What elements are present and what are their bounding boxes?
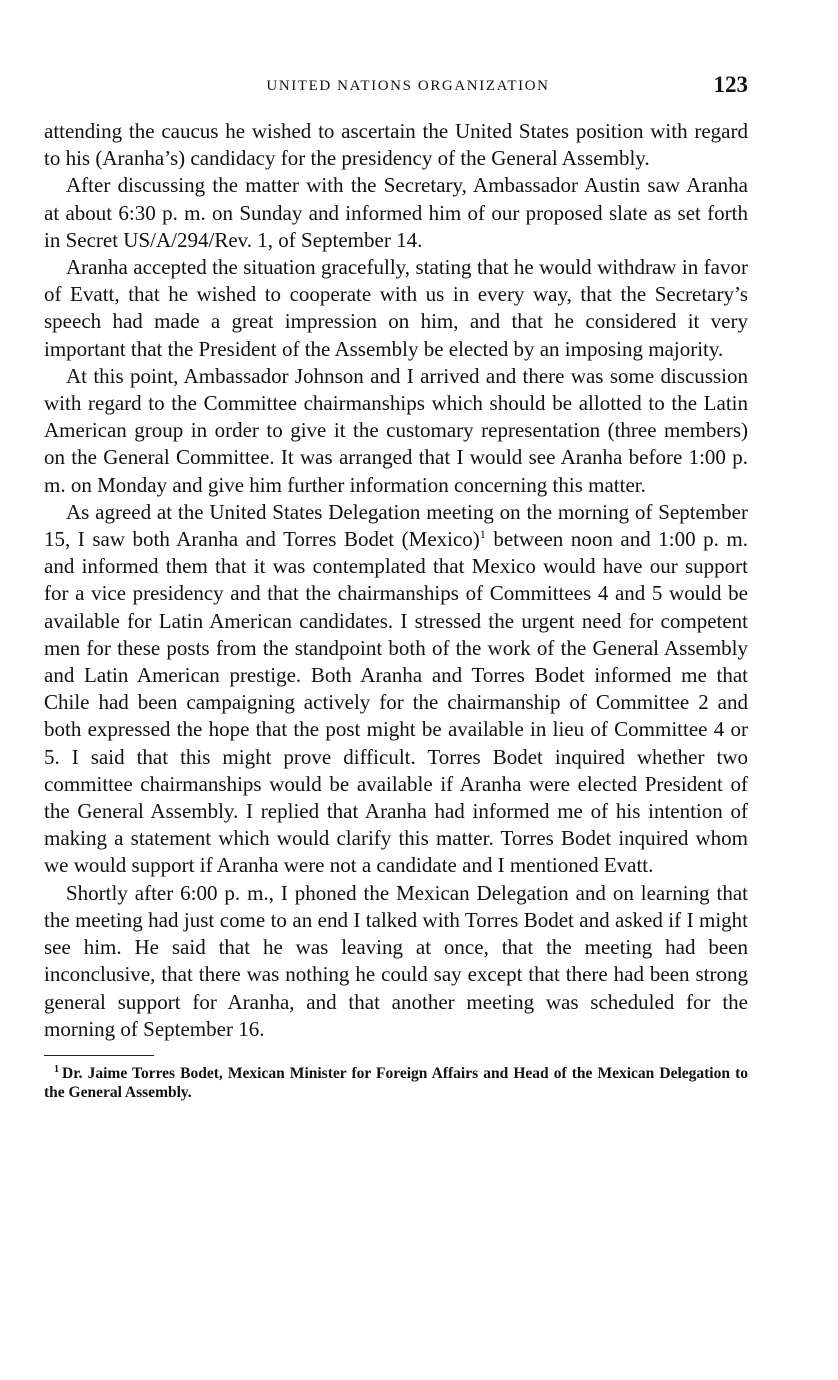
running-head <box>44 70 748 106</box>
footnote-1 <box>44 1064 748 1102</box>
footnotes <box>44 1064 748 1102</box>
page-number: 123 <box>713 72 748 97</box>
footnote-text: Dr. Jaime Torres Bodet, Mexican Minister for Foreign Affairs and Head of the Mexican Delegation to the General Assembly. <box>44 1064 748 1101</box>
document-page <box>44 70 748 1102</box>
paragraph-5-after-note: between noon and 1:00 p. m. and informed them that it was contemplated that Mexico would have our support for a vice presidency and that the chairmanships of Committees 4 and 5 would be available for Latin American candidates. I stressed the urgent need for competent men for these posts from the standpoint both of the work of the General Assembly and Latin American prestige. Both Aranha and Torres Bodet informed me that Chile had been campaigning actively for the chairmanship of Committee 2 and both expressed the hope that the post might be available in lieu of Committee 4 or 5. I said that this might prove difficult. Torres Bodet inquired whether two committee chairmanships would be available if Aranha were elected President of the General Assembly. I replied that Aranha had informed me of his intention of making a statement which would clarify this matter. Torres Bodet inquired whom we would support if Aranha were not a candidate and I mentioned Evatt. <box>44 527 748 878</box>
footnote-rule <box>44 1055 154 1056</box>
paragraph-2: After discussing the matter with the Secretary, Ambassador Austin saw Aranha at about 6:30 p. m. on Sunday and informed him of our proposed slate as set forth in Secret US/A/294/Rev. 1, of September 14. <box>44 173 748 252</box>
paragraph-3: Aranha accepted the situation gracefully, stating that he would withdraw in favor of Evatt, that he wished to cooperate with us in every way, that the Secretary’s speech had made a great impression on him, and that he considered it very important that the President of the Assembly be elected by an imposing majority. <box>44 255 748 361</box>
paragraph-5-before-note: As agreed at the United States Delegation meeting on the morning of September 15, I saw both Aranha and Torres Bodet (Mexico) <box>44 499 748 552</box>
footnote-mark: 1 <box>54 1063 59 1075</box>
paragraph-6: Shortly after 6:00 p. m., I phoned the Mexican Delegation and on learning that the meeting had just come to an end I talked with Torres Bodet and asked if I might see him. He said that he was leaving at once, that the meeting had been inconclusive, that there was nothing he could say except that there had been strong general support for Aranha, and that another meeting was scheduled for the morning of September 16. <box>44 880 748 1041</box>
paragraph-1: attending the caucus he wished to ascertain the United States position with regard to his (Aranha’s) candidacy for the presidency of the General Assembly. <box>44 119 748 171</box>
footnote-reference: 1 <box>479 527 486 542</box>
paragraph-5 <box>44 499 748 880</box>
body-text <box>44 118 748 1043</box>
running-title: UNITED NATIONS ORGANIZATION <box>266 78 550 94</box>
paragraph-4: At this point, Ambassador Johnson and I arrived and there was some discussion with regard to the Committee chairmanships which should be allotted to the Latin American group in order to give it the customary representation (three members) on the General Committee. It was arranged that I would see Aranha before 1:00 p. m. on Monday and give him further information concerning this matter. <box>44 363 748 497</box>
